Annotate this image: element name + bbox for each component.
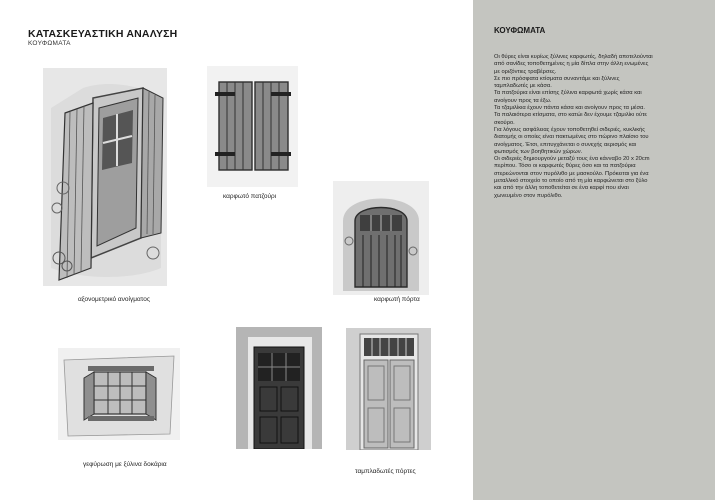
paneled-doors-caption: ταμπλαδωτές πόρτες [355,468,416,475]
nailed-door-sketch [333,181,429,295]
panel-line: περίπου. Τόσο οι καρφωτές θύρες όσο και τα πατζούρια [494,163,636,170]
panel-line: μεταλλικό στοιχείο το οποίο από τη μία καρφώνεται στο ξύλο [494,178,648,185]
panel-line: ταμπλαδωτές με κάσα. [494,83,552,90]
paneled-doors-photo [346,328,431,450]
panel-title: ΚΟΥΦΩΜΑΤΑ [494,26,546,35]
panel-line: Τα πατζούρια είναι επίσης ξύλινα καρφωτά χωρίς κάσα και [494,90,642,97]
panel-line: Σε πιο πρόσφατα κτίσματα συναντάμε και ξύλινες [494,75,620,82]
panel-line: Οι σιδεριές δημιουργούν μεταξύ τους ένα κάνναβο 20 x 20cm [494,156,650,163]
panel-line: με οριζόντιες τραβέρσες. [494,68,557,75]
shutter-caption: καρφωτό πατζούρι [223,193,277,200]
description-panel [473,0,715,500]
panel-line: Τα τζαμιλίκια έχουν πάντα κάσα και ανοίγουν προς τα μέσα. [494,105,645,112]
panel-line: στερεώνονται στον πυρόλιθο με μασκούλο. Πρόκειται για ένα [494,170,649,177]
panel-line: φωτισμός των βοηθητικών χώρων. [494,148,583,155]
panel-line: Οι θύρες είναι κυρίως ξύλινες καρφωτές, δηλαδή αποτελούνται [494,54,653,60]
bridge-caption: γεφύρωση με ξύλινα δοκάρια [83,461,167,468]
panel-body [494,54,699,200]
axonometric-caption: αξονομετρικό ανοίγματος [78,296,150,303]
panel-line: από σανίδες τοποθετημένες η μία δίπλα στην άλλη ενωμένες [494,61,649,68]
panel-line: Για λόγους ασφάλειας έχουν τοποθετηθεί σιδεριές, κυκλικής [494,126,646,133]
panel-line: και από την άλλη τοποθετείται σε ένα καρφί που είναι [494,185,629,192]
page-subtitle: ΚΟΥΦΩΜΑΤΑ [28,40,71,47]
panel-line: Τα παλαιότερα κτίσματα, στο κατώι δεν έχουμε τζαμιλίκι ούτε [494,112,647,119]
door-photo [236,327,322,449]
axonometric-sketch [43,68,167,286]
panel-line: διατομής οι οποίες είναι πακτωμένες στο πώρινο πλαίσιο του [494,134,649,141]
shutter-sketch [207,66,298,187]
panel-line: χωνευμένο στον πυρόλιθο. [494,192,563,199]
panel-line: σκούρο. [494,119,515,126]
nailed-door-caption: καρφωτή πόρτα [374,296,420,303]
bridge-sketch [58,348,180,440]
page-title: ΚΑΤΑΣΚΕΥΑΣΤΙΚΗ ΑΝΑΛΥΣΗ [28,28,178,40]
panel-line: ανοίγουν προς τα έξω. [494,97,552,104]
panel-line: ανοίγματος. Έτσι, επιτυγχάνεται ο συνεχής αερισμός και [494,141,637,148]
